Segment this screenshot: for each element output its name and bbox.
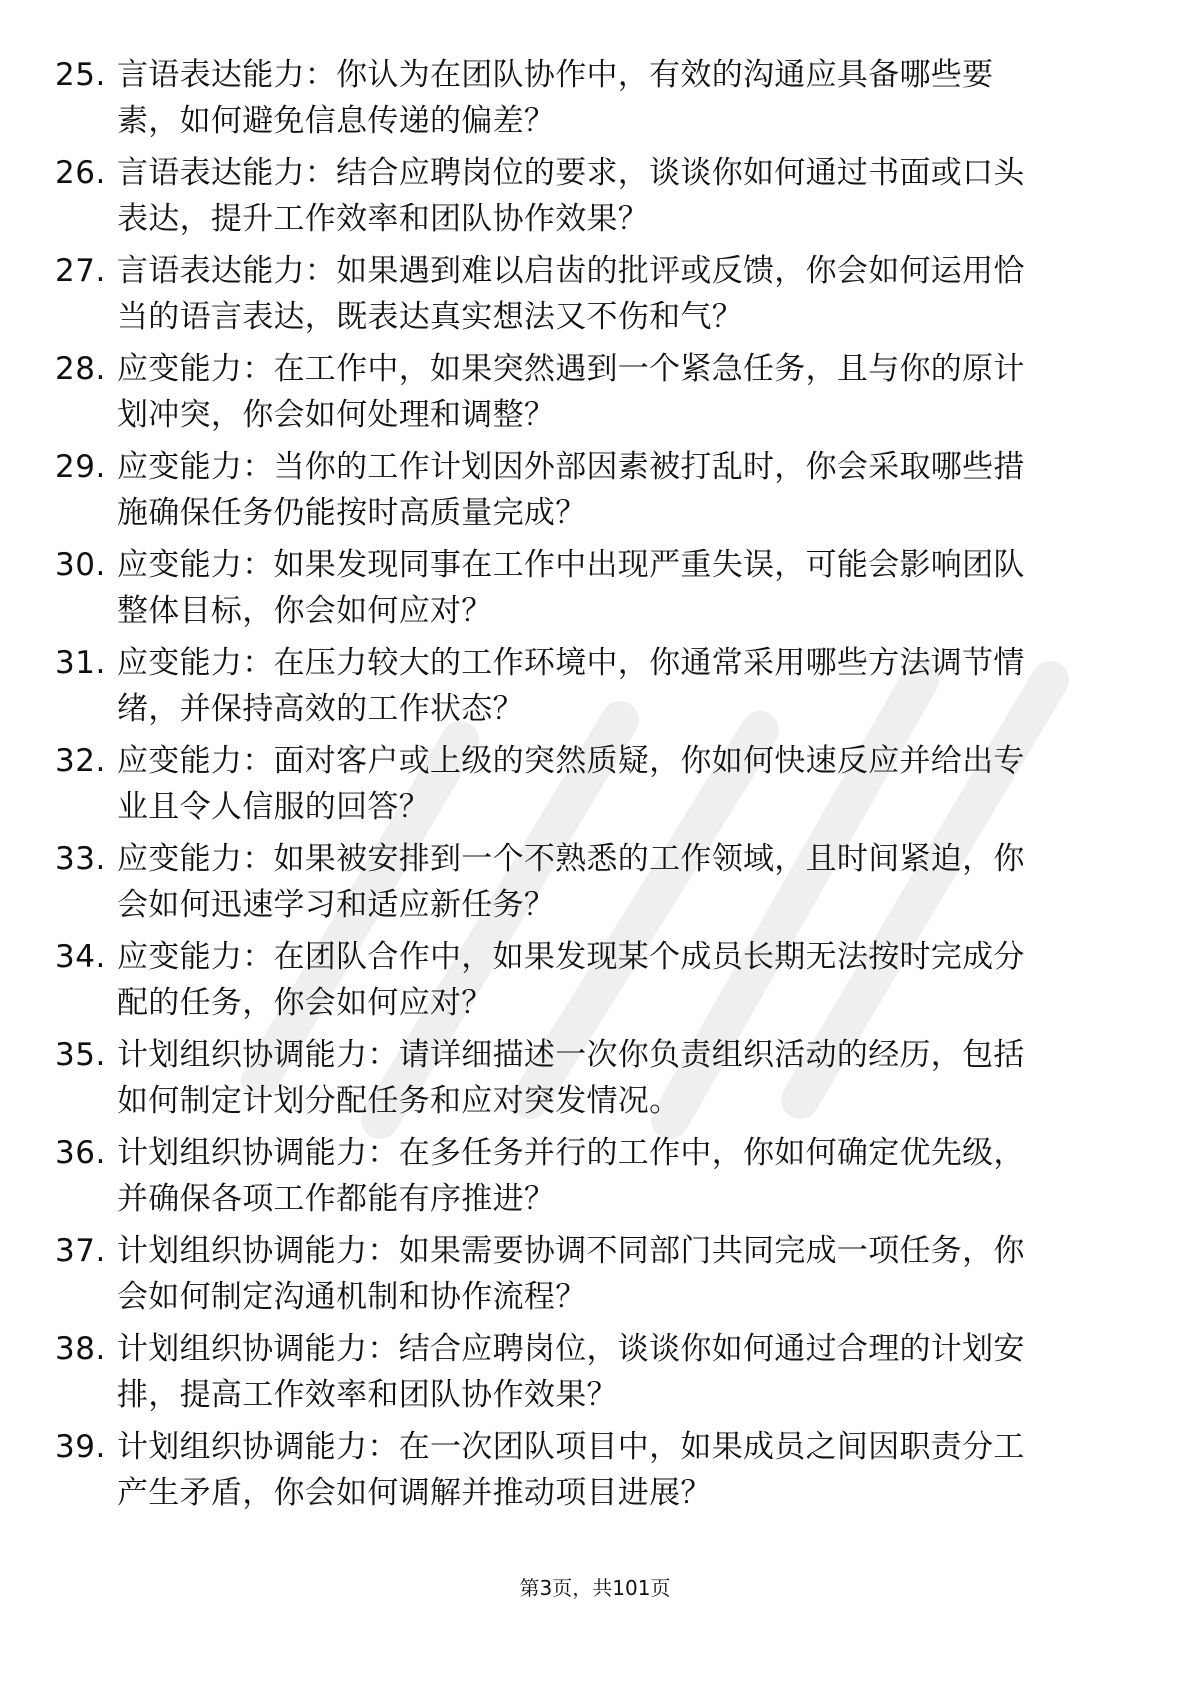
question-text: 言语表达能力：如果遇到难以启齿的批评或反馈，你会如何运用恰当的语言表达，既表达真实想法又不伤和气？ [117, 253, 1025, 335]
question-number: 25. [55, 57, 106, 93]
question-number: 31. [55, 645, 106, 681]
question-text: 计划组织协调能力：请详细描述一次你负责组织活动的经历，包括如何制定计划分配任务和应对突发情况。 [117, 1037, 1025, 1119]
question-item [0, 934, 1190, 1032]
question-list [0, 52, 1190, 1522]
question-item [0, 1032, 1190, 1130]
question-number: 37. [55, 1233, 106, 1269]
question-number: 28. [55, 351, 106, 387]
question-text: 应变能力：当你的工作计划因外部因素被打乱时，你会采取哪些措施确保任务仍能按时高质量完成？ [117, 449, 1025, 531]
question-text: 计划组织协调能力：在多任务并行的工作中，你如何确定优先级，并确保各项工作都能有序推进？ [117, 1135, 1025, 1217]
question-text: 言语表达能力：你认为在团队协作中，有效的沟通应具备哪些要素，如何避免信息传递的偏差？ [117, 57, 994, 139]
question-item [0, 738, 1190, 836]
question-text: 计划组织协调能力：在一次团队项目中，如果成员之间因职责分工产生矛盾，你会如何调解并推动项目进展？ [117, 1429, 1025, 1511]
question-item [0, 444, 1190, 542]
page-number-label: 第3页，共101页 [519, 1576, 671, 1600]
question-number: 38. [55, 1331, 106, 1367]
question-number: 34. [55, 939, 106, 975]
question-text: 应变能力：如果发现同事在工作中出现严重失误，可能会影响团队整体目标，你会如何应对？ [117, 547, 1025, 629]
question-item [0, 1228, 1190, 1326]
page-footer [0, 1574, 1190, 1602]
question-number: 35. [55, 1037, 106, 1073]
question-number: 27. [55, 253, 106, 289]
question-number: 29. [55, 449, 106, 485]
question-number: 30. [55, 547, 106, 583]
question-text: 应变能力：在压力较大的工作环境中，你通常采用哪些方法调节情绪，并保持高效的工作状态？ [117, 645, 1025, 727]
question-item [0, 52, 1190, 150]
question-text: 应变能力：如果被安排到一个不熟悉的工作领域，且时间紧迫，你会如何迅速学习和适应新任务？ [117, 841, 1025, 923]
question-item [0, 1424, 1190, 1522]
question-number: 32. [55, 743, 106, 779]
question-text: 应变能力：面对客户或上级的突然质疑，你如何快速反应并给出专业且令人信服的回答？ [117, 743, 1025, 825]
question-text: 应变能力：在团队合作中，如果发现某个成员长期无法按时完成分配的任务，你会如何应对？ [117, 939, 1025, 1021]
question-number: 39. [55, 1429, 106, 1465]
question-text: 计划组织协调能力：结合应聘岗位，谈谈你如何通过合理的计划安排，提高工作效率和团队协作效果？ [117, 1331, 1025, 1413]
question-item [0, 1326, 1190, 1424]
question-item [0, 640, 1190, 738]
question-item [0, 1130, 1190, 1228]
question-item [0, 836, 1190, 934]
question-text: 应变能力：在工作中，如果突然遇到一个紧急任务，且与你的原计划冲突，你会如何处理和调整？ [117, 351, 1025, 433]
question-number: 33. [55, 841, 106, 877]
question-item [0, 346, 1190, 444]
question-item [0, 150, 1190, 248]
question-number: 26. [55, 155, 106, 191]
question-item [0, 248, 1190, 346]
question-number: 36. [55, 1135, 106, 1171]
question-item [0, 542, 1190, 640]
question-text: 计划组织协调能力：如果需要协调不同部门共同完成一项任务，你会如何制定沟通机制和协作流程？ [117, 1233, 1025, 1315]
question-text: 言语表达能力：结合应聘岗位的要求，谈谈你如何通过书面或口头表达，提升工作效率和团队协作效果？ [117, 155, 1025, 237]
